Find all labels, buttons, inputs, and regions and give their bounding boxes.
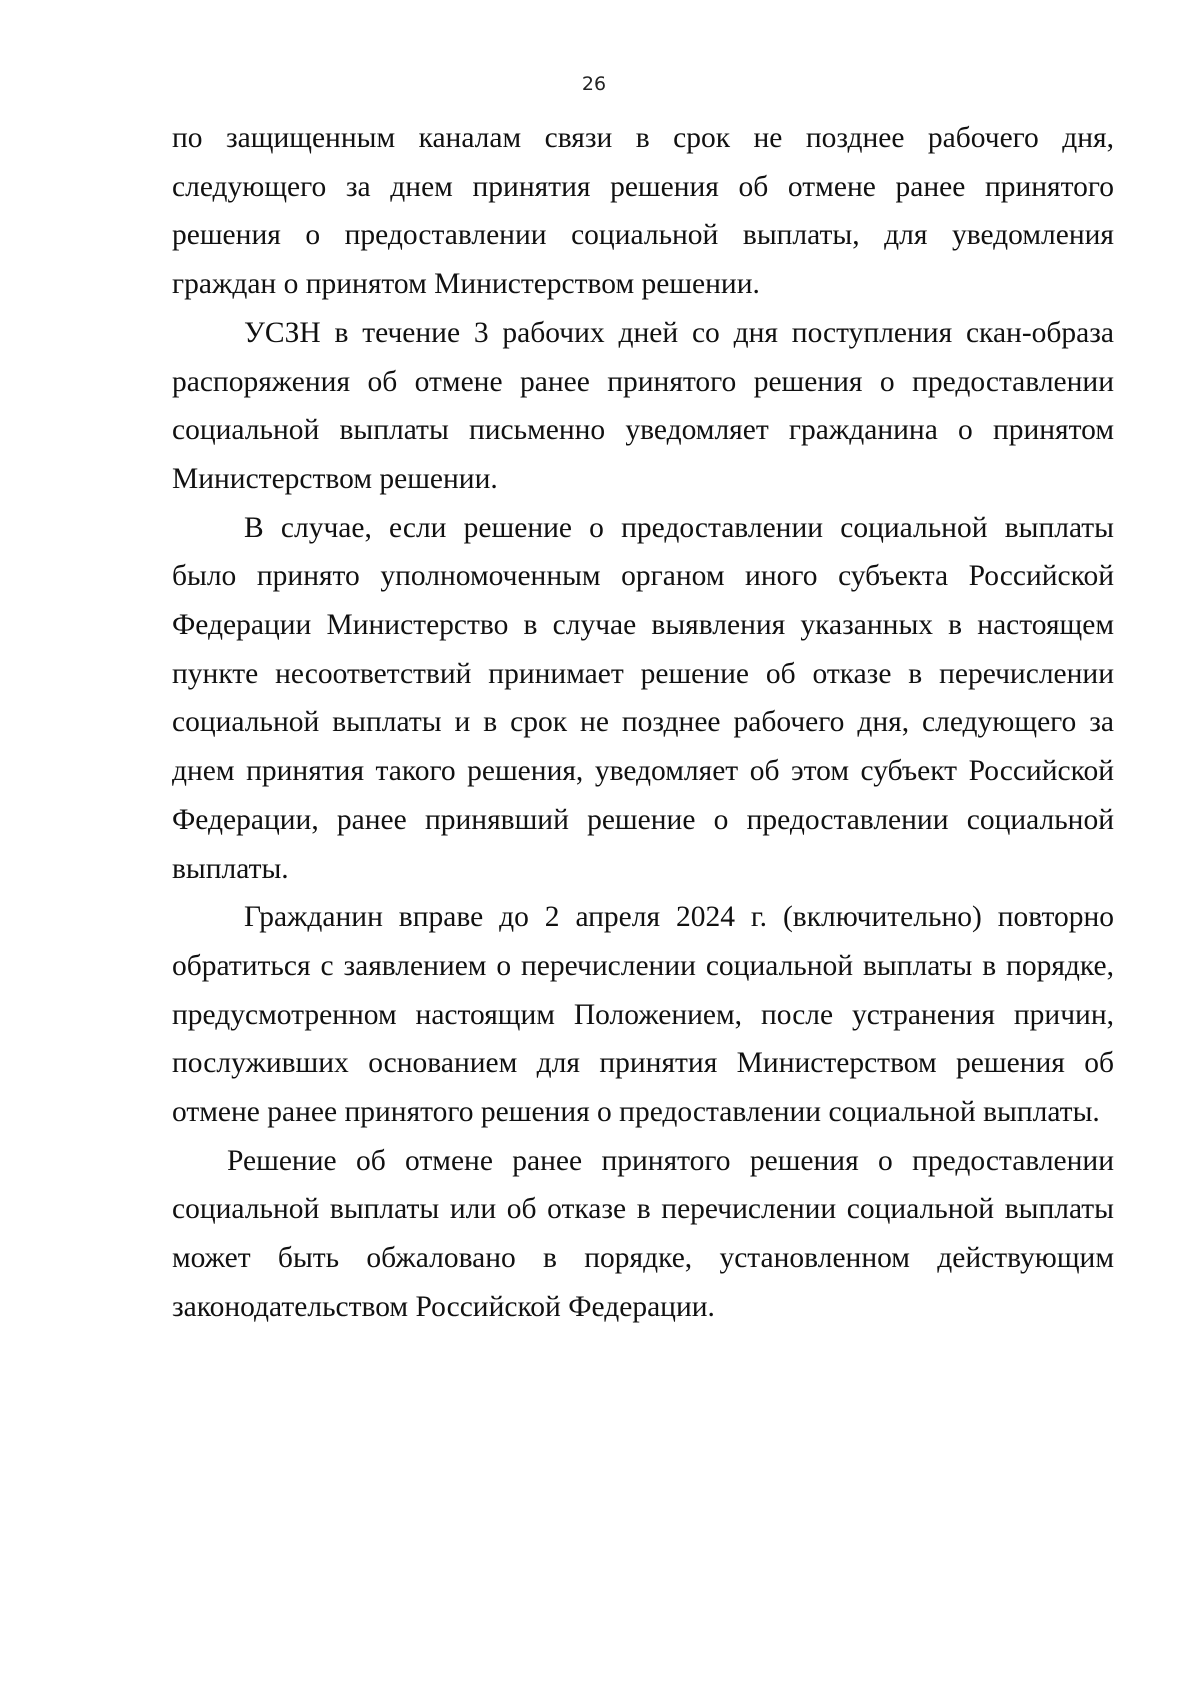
paragraph-appeal: Решение об отмене ранее принятого решения о предоставлении социальной выплаты или об отказе в перечислении социальной выплаты может быть обжаловано в порядке, установленном действующим законодательством Российской Федерации. [172, 1144, 1114, 1323]
paragraph-repeat-application: Гражданин вправе до 2 апреля 2024 г. (включительно) повторно обратиться с заявлением о перечислении социальной выплаты в порядке, предусмотренном настоящим Положением, после устранения причин, послуживших основанием для принятия Министерством решения об отмене ранее принятого решения о предоставлении социальной выплаты. [172, 901, 1114, 1129]
paragraph-continuation: по защищенным каналам связи в срок не позднее рабочего дня, следующего за днем принятия решения об отмене ранее принятого решения о предоставлении социальной выплаты, для уведомления граждан о принятом Министерством решении. [172, 122, 1114, 301]
document-body [172, 114, 1114, 1332]
paragraph-other-subject-decision: В случае, если решение о предоставлении социальной выплаты было принято уполномоченным органом иного субъекта Российской Федерации Министерство в случае выявления указанных в настоящем пункте несоответствий принимает решение об отказе в перечислении социальной выплаты и в срок не позднее рабочего дня, следующего за днем принятия такого решения, уведомляет об этом субъект Российской Федерации, ранее принявший решение о предоставлении социальной выплаты. [172, 511, 1114, 885]
paragraph-uszn-notification: УСЗН в течение 3 рабочих дней со дня поступления скан-образа распоряжения об отмене ранее принятого решения о предоставлении социальной выплаты письменно уведомляет гражданина о принятом Министерством решении. [172, 316, 1114, 495]
page-number: 26 [581, 73, 607, 95]
